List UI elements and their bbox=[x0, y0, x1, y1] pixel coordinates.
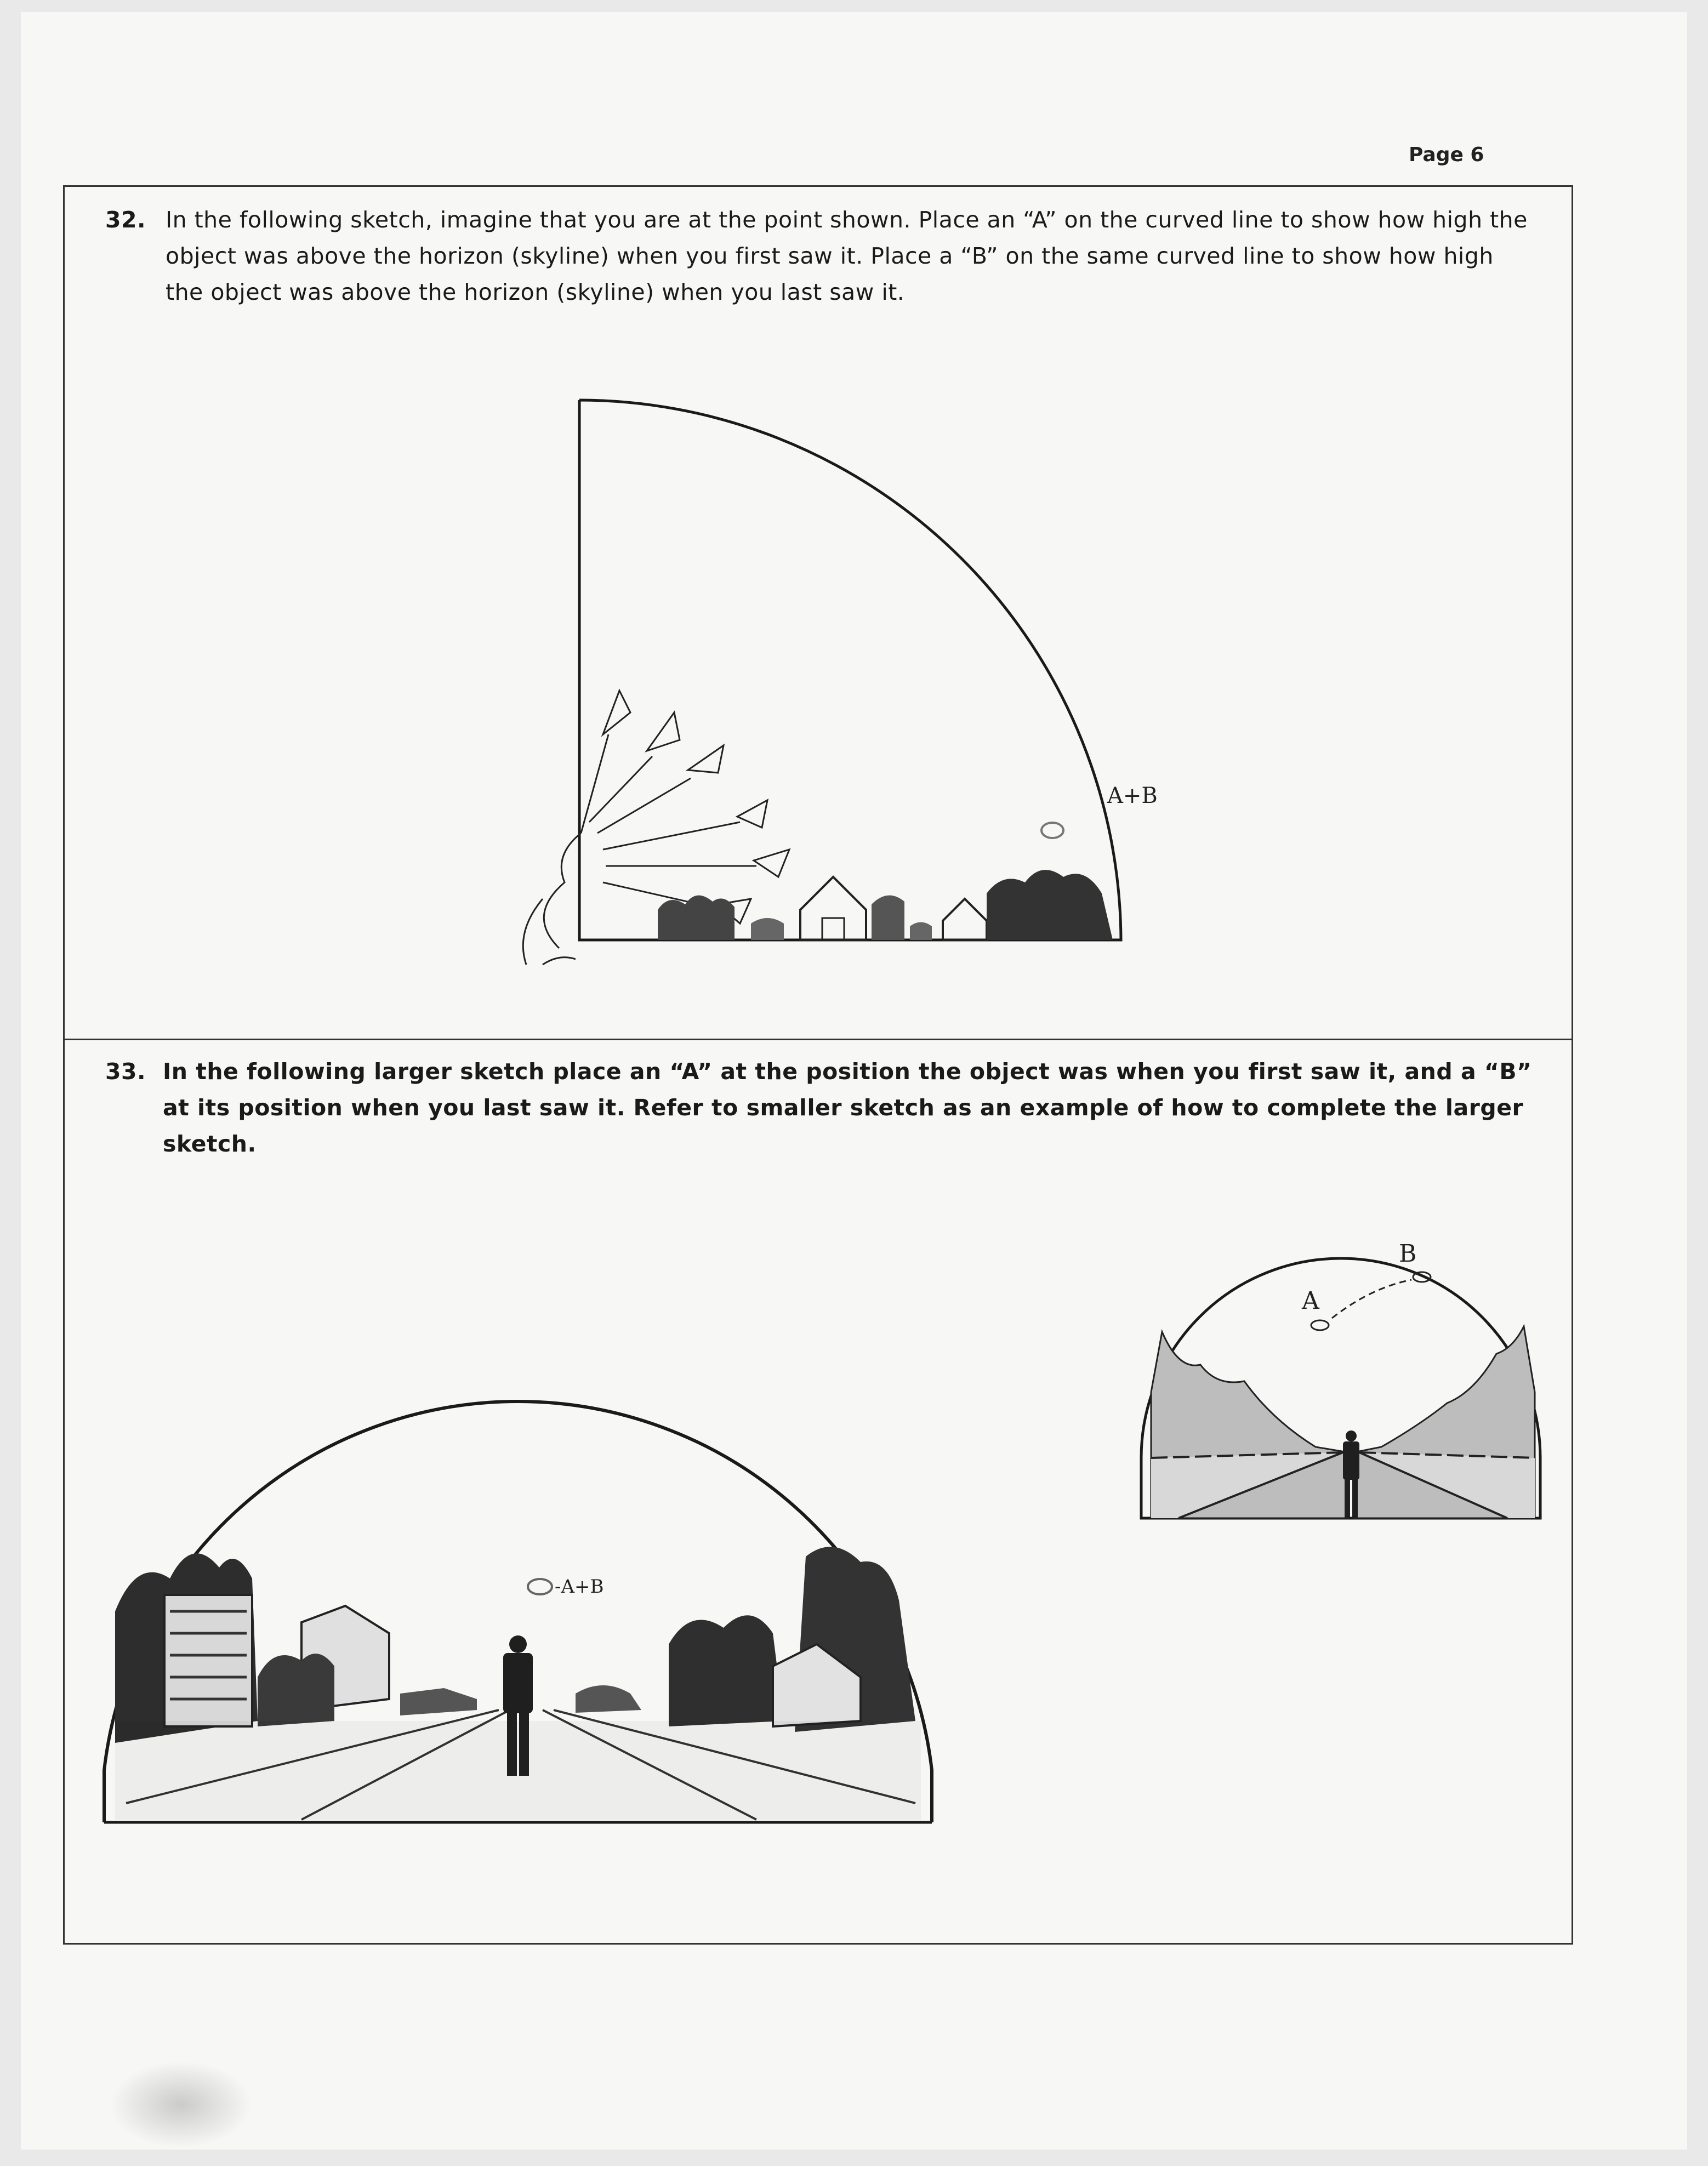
example-street-sketch bbox=[1135, 1228, 1551, 1535]
handwritten-annotation: A+B bbox=[1107, 783, 1158, 808]
quarter-circle-sketch bbox=[493, 384, 1178, 987]
question-32 bbox=[105, 202, 1530, 310]
pointing-hand-drawing bbox=[523, 691, 789, 965]
large-street-sketch bbox=[93, 1228, 948, 1842]
page-number: Page 6 bbox=[1409, 144, 1484, 166]
object-a-mark bbox=[1311, 1320, 1329, 1330]
scan-smudge bbox=[110, 2061, 252, 2148]
section-divider bbox=[63, 1039, 1573, 1040]
label-a: A bbox=[1302, 1287, 1319, 1315]
trajectory-dashed-line bbox=[1332, 1280, 1411, 1318]
skyline-houses-trees bbox=[658, 870, 1113, 940]
object-circle-mark bbox=[1041, 823, 1063, 838]
skyline-arc[interactable] bbox=[579, 400, 1121, 940]
question-32-number: 32. bbox=[105, 207, 146, 233]
object-circle-mark-large bbox=[528, 1579, 552, 1594]
left-buildings-trees bbox=[115, 1553, 477, 1743]
handwritten-annotation-large: -A+B bbox=[555, 1576, 604, 1598]
question-32-text: In the following sketch, imagine that you are at the point shown. Place an “A” on the curved line to show how high the object was above the horizon (skyline) when you first saw it. Place a “B” on the same curved line to show how high the object was above the horizon (skyline) when you last saw it. bbox=[166, 207, 1528, 305]
question-33 bbox=[105, 1053, 1558, 1162]
right-buildings-trees bbox=[576, 1547, 915, 1732]
question-33-number: 33. bbox=[105, 1058, 146, 1085]
example-man-figure bbox=[1343, 1430, 1359, 1518]
road-stipple bbox=[115, 1721, 921, 1820]
label-b: B bbox=[1399, 1240, 1417, 1268]
question-33-text: In the following larger sketch place an “A” at the position the object was when you first saw it, and a “B” at its position when you last saw it. Refer to smaller sketch as an example of how to complete the larger sketch. bbox=[163, 1058, 1532, 1157]
